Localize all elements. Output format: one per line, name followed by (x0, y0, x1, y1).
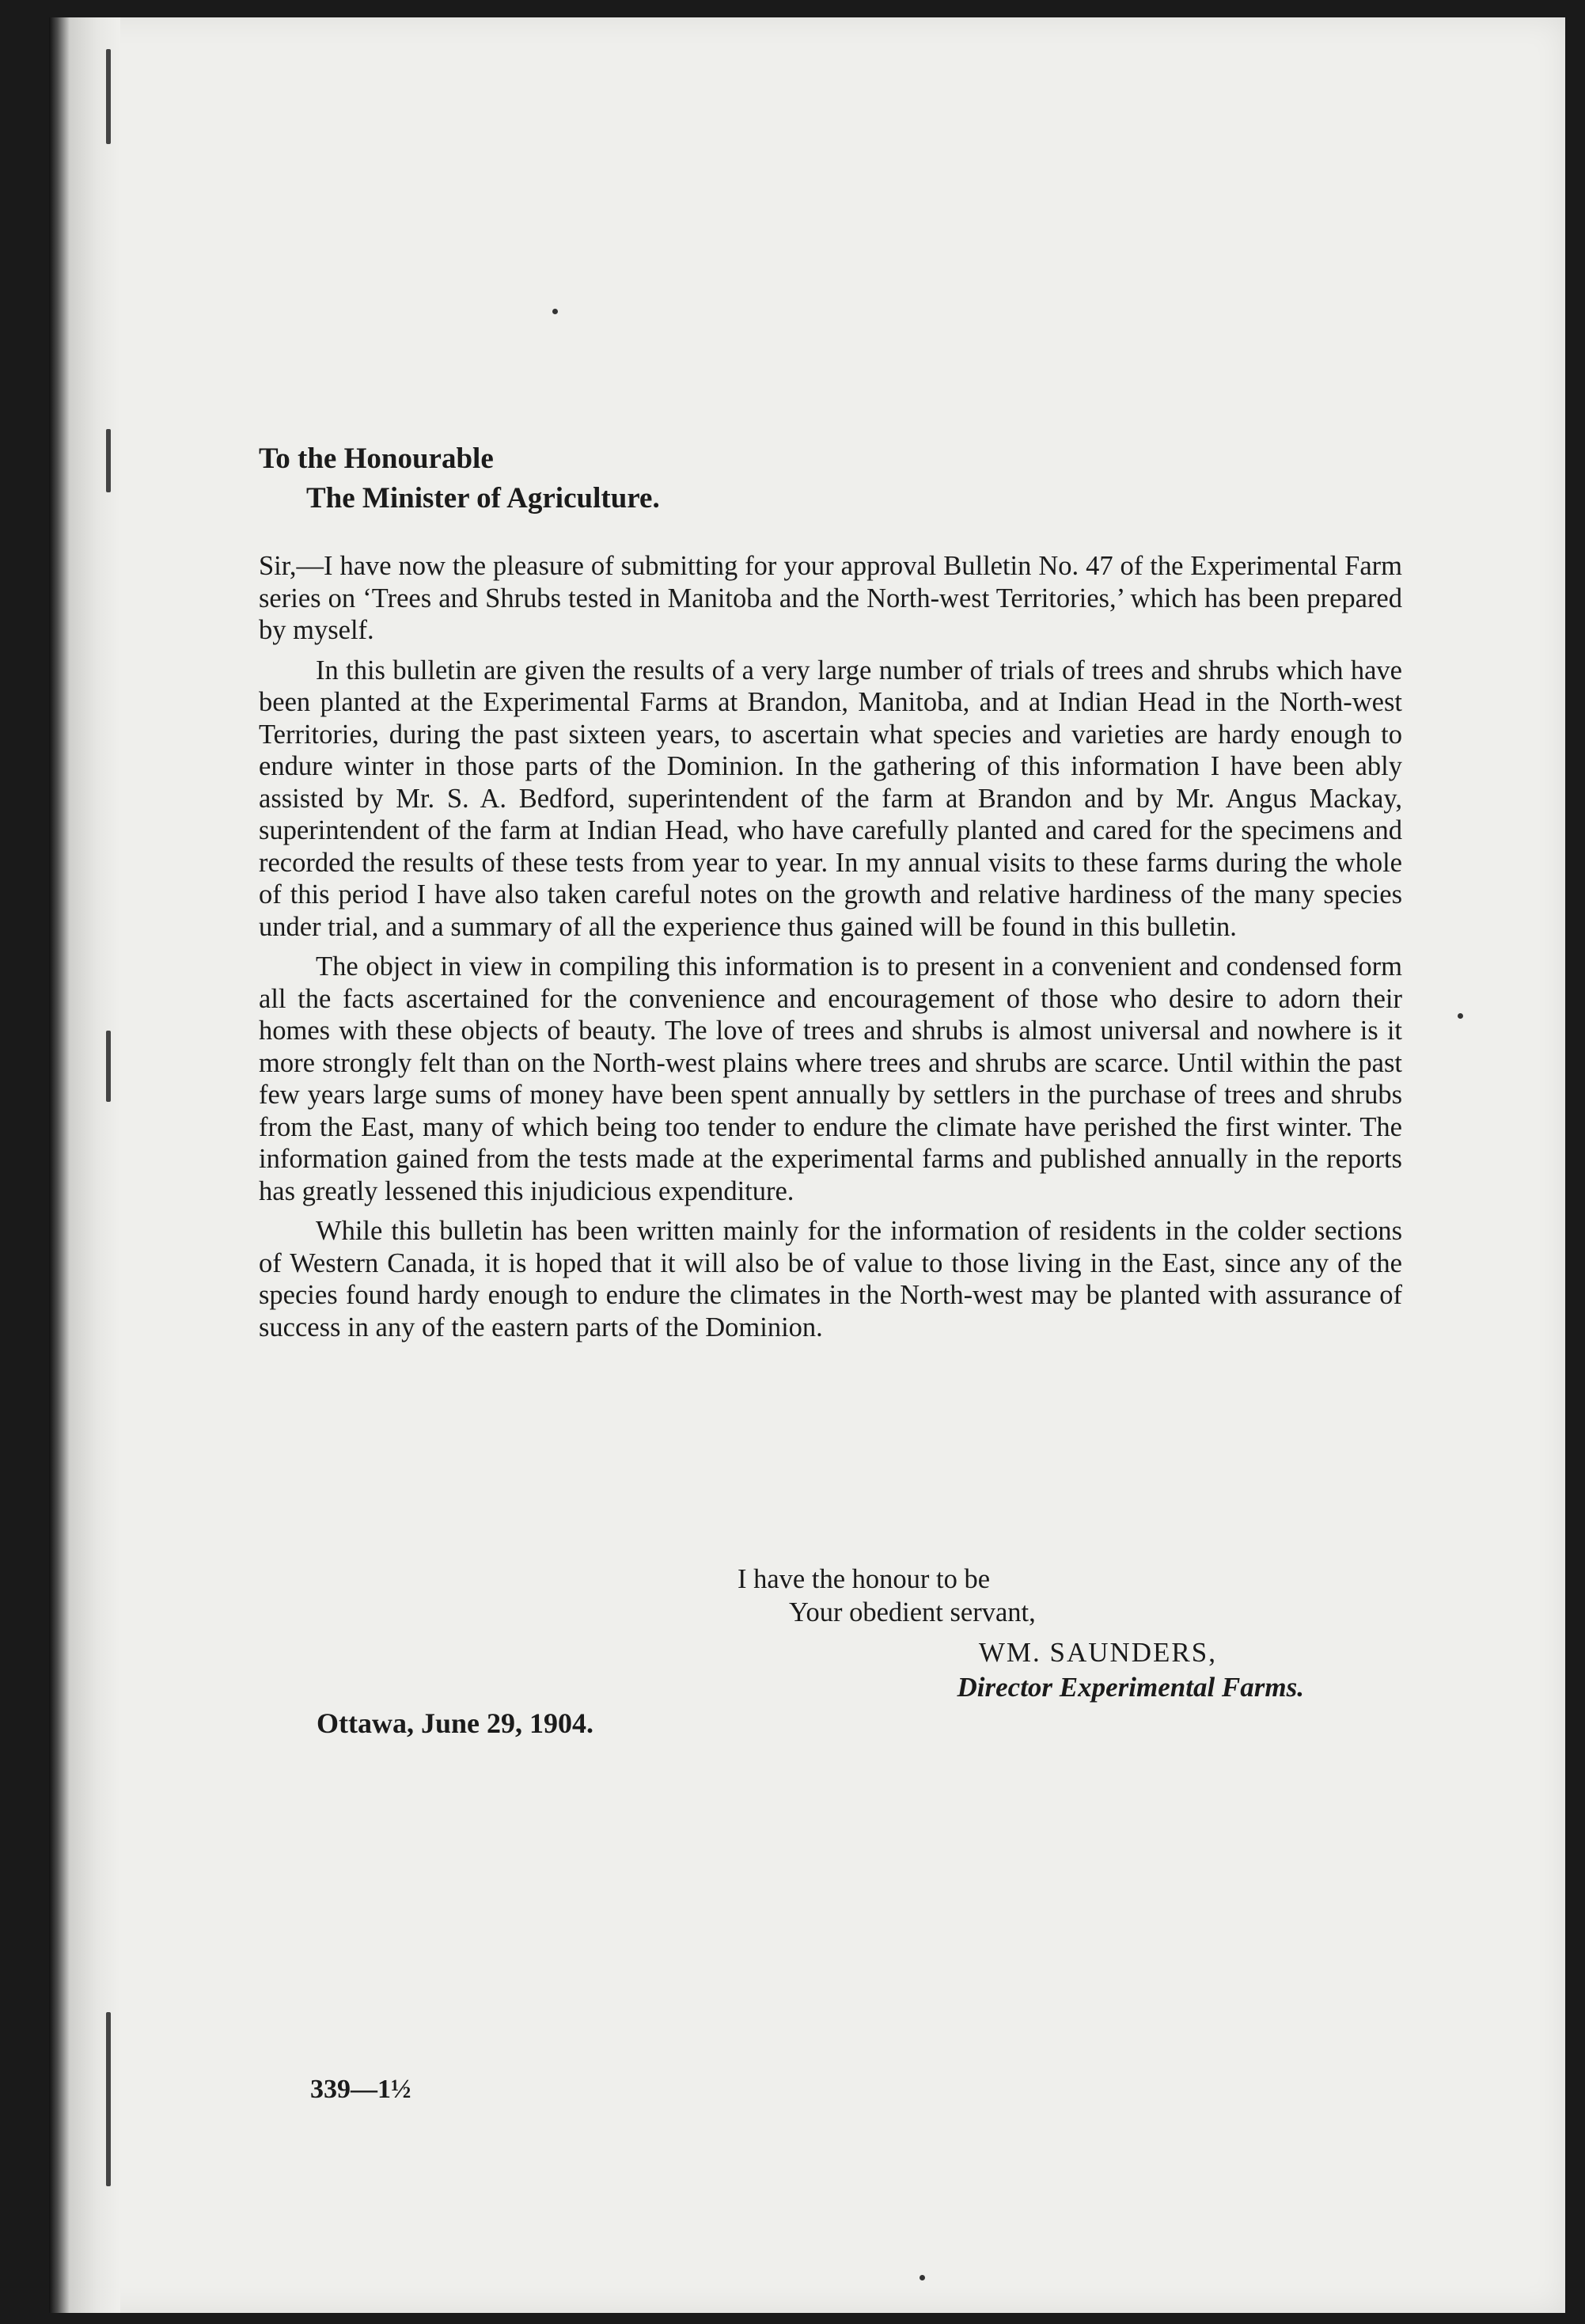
page-binding-edge (49, 17, 120, 2313)
signatory-name: WM. SAUNDERS, (978, 1637, 1217, 1668)
binding-shadow-mark (106, 429, 111, 492)
salutation-line-1: To the Honourable (259, 442, 494, 475)
signatory-title: Director Experimental Farms. (957, 1672, 1304, 1703)
binding-shadow-mark (106, 49, 111, 144)
dateline: Ottawa, June 29, 1904. (317, 1707, 593, 1739)
binding-shadow-mark (106, 1031, 111, 1102)
closing-line-1: I have the honour to be (738, 1564, 991, 1594)
letter-paragraph: Sir,—I have now the pleasure of submitting for your approval Bulletin No. 47 of the Experimental Farm series on ‘Trees and Shrubs tested in Manitoba and the North-west Territories,’ which has been prepared by myself. (259, 551, 1402, 645)
scan-speck (920, 2275, 925, 2280)
closing-line-2: Your obedient servant, (789, 1597, 1036, 1627)
scan-speck (1458, 1013, 1463, 1019)
letter-paragraph: The object in view in compiling this information is to present in a convenient and condensed form all the facts ascertained for the convenience and encouragement of those who desire to adorn their homes with these objects of beauty. The love of trees and shrubs is almost universal and nowhere is it more strongly felt than on the North-west plains where trees and shrubs are scarce. Until within the past few years large sums of money have been spent annually by settlers in the purchase of trees and shrubs from the East, many of which being too tender to endure the climate have perished the first winter. The information gained from the tests made at the experimental farms and published annually in the reports has greatly lessened this injudicious expenditure. (259, 951, 1402, 1206)
binding-shadow-mark (106, 2012, 111, 2186)
letter-body (259, 550, 1402, 1351)
document-page (49, 17, 1565, 2313)
letter-closing (738, 1563, 1036, 1629)
scan-speck (552, 309, 558, 314)
salutation-line-2: The Minister of Agriculture. (306, 482, 660, 515)
signature-block (957, 1635, 1305, 1705)
sheet-number: 339—1½ (310, 2075, 411, 2104)
letter-paragraph: While this bulletin has been written mainly for the information of residents in the colder sections of Western Canada, it is hoped that it will also be of value to those living in the East, since any of the species found hardy enough to endure the climates in the North-west may be planted with assurance of success in any of the eastern parts of the Dominion. (259, 1216, 1402, 1342)
letter-paragraph: In this bulletin are given the results of a very large number of trials of trees and shrubs which have been planted at the Experimental Farms at Brandon, Manitoba, and at Indian Head in the North-west Territories, during the past sixteen years, to ascertain what species and varieties are hardy enough to endure winter in those parts of the Dominion. In the gathering of this information I have been ably assisted by Mr. S. A. Bedford, superintendent of the farm at Brandon and by Mr. Angus Mackay, superintendent of the farm at Indian Head, who have carefully planted and cared for the specimens and recorded the results of these tests from year to year. In my annual visits to these farms during the whole of this period I have also taken careful notes on the growth and relative hardiness of the many species under trial, and a summary of all the experience thus gained will be found in this bulletin. (259, 655, 1402, 942)
salutation (259, 439, 660, 518)
